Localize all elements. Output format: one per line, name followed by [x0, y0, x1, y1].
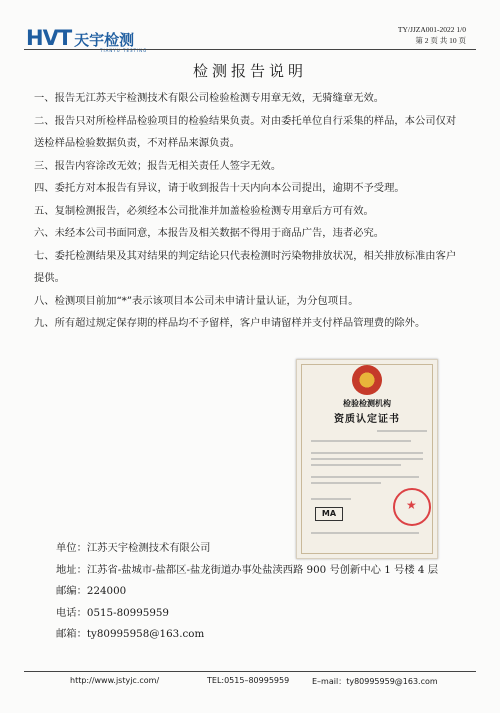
header-divider [24, 49, 476, 50]
certificate-text-line [311, 482, 381, 484]
qualification-certificate-image [296, 359, 438, 559]
logo-chinese-name: 天宇检测 [74, 31, 135, 49]
certificate-title-small: 检验检测机构 [343, 399, 391, 408]
statement-list [34, 87, 466, 335]
statement-item-9: 九、所有超过规定保存期的样品均不予留样，客户申请留样并支付样品管理费的除外。 [34, 317, 426, 329]
contact-postcode-row [56, 581, 438, 603]
page-info: 第 2 页 共 10 页 [415, 36, 466, 45]
document-number: TY/JJZA001-2022 1/0 [397, 25, 466, 34]
red-seal-stamp [393, 488, 431, 526]
footer-email: E–mail：ty80995959@163.com [312, 677, 438, 686]
statement-item-5: 五、复制检测报告，必须经本公司批准并加盖检验检测专用章后方可有效。 [34, 204, 374, 217]
statement-item-2: 二、报告只对所检样品检验项目的检验结果负责。对由委托单位自行采集的样品，本公司仅对送检样品检验数据负责，不对样品来源负责。 [34, 114, 457, 149]
contact-block [56, 538, 438, 646]
company-logo [26, 26, 148, 53]
statement-item-1: 一、报告无江苏天宇检测技术有限公司检验检测专用章无效，无骑缝章无效。 [34, 92, 385, 104]
address-value: 江苏省-盐城市-盐都区-盐龙街道办事处盐渎西路 900 号创新中心 1 号楼 4 层 [86, 563, 439, 576]
certificate-text-line [311, 532, 419, 534]
statement-item-7: 七、委托检测结果及其对结果的判定结论只代表检测时污染物排放状况，相关排放标准由客户提供。 [34, 249, 457, 284]
contact-phone-row [56, 603, 438, 625]
contact-unit-row [56, 538, 438, 560]
email-label: 邮箱： [56, 628, 87, 640]
footer-divider [24, 671, 476, 672]
statement-item-6: 六、未经本公司书面同意，本报告及相关数据不得用于商品广告，违者必究。 [34, 227, 385, 239]
unit-label: 单位： [56, 542, 87, 554]
address-label: 地址： [56, 563, 87, 576]
page-title: 检测报告说明 [192, 62, 307, 80]
certificate-title-large: 资质认定证书 [334, 414, 400, 425]
footer-website: http://www.jstyjc.com/ [70, 676, 160, 685]
statement-item-8: 八、检测项目前加“*”表示该项目本公司未申请计量认证，为分包项目。 [34, 294, 359, 307]
cma-mark-icon: MA [315, 507, 343, 521]
statement-item-4: 四、委托方对本报告有异议，请于收到报告十天内向本公司提出，逾期不予受理。 [34, 182, 405, 194]
phone-value: 0515-80995959 [86, 606, 169, 619]
footer-tel: TEL:0515–80995959 [207, 676, 290, 685]
certificate-text-line [311, 452, 423, 454]
unit-value: 江苏天宇检测技术有限公司 [86, 542, 211, 554]
national-emblem-icon [352, 365, 382, 395]
document-number-block [398, 24, 466, 46]
logo-mark: HVT [26, 26, 72, 50]
postcode-label: 邮编： [56, 585, 87, 597]
statement-item-3: 三、报告内容涂改无效；报告无相关责任人签字无效。 [34, 159, 282, 172]
certificate-text-line [311, 476, 419, 478]
postcode-value: 224000 [86, 585, 127, 597]
certificate-text-line [311, 498, 351, 500]
email-value: ty80995958@163.com [86, 628, 205, 640]
contact-email-row [56, 624, 438, 646]
contact-address-row [56, 560, 438, 582]
certificate-text-line [311, 458, 423, 460]
logo-subtitle: TIANYU TESTING [100, 48, 148, 53]
certificate-text-line [377, 430, 427, 432]
phone-label: 电话： [56, 606, 87, 619]
certificate-text-line [311, 464, 401, 466]
certificate-text-line [311, 440, 411, 442]
